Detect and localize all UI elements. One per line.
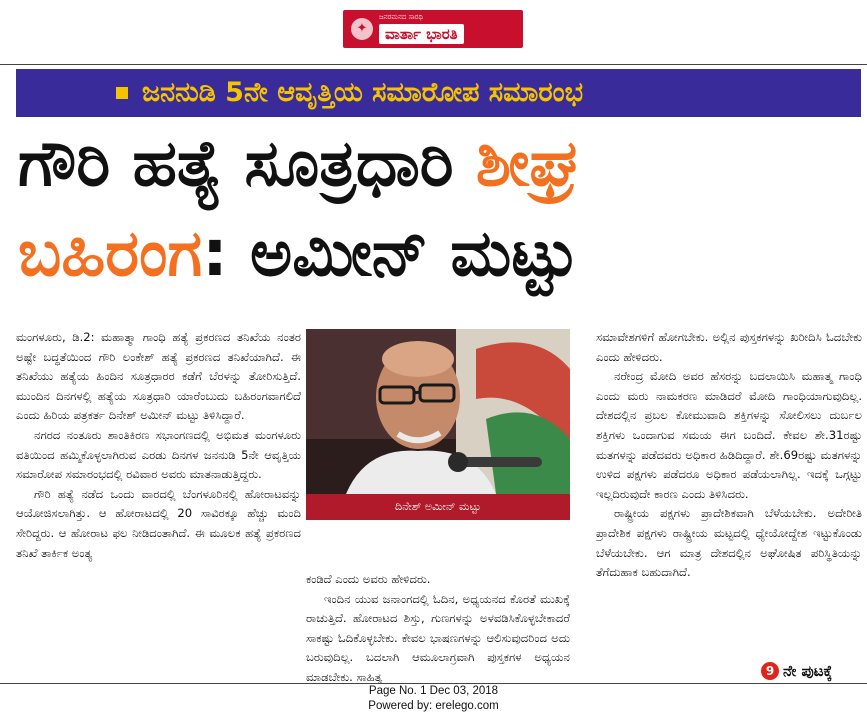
- speaker-photo: [306, 329, 570, 494]
- headline-line-2: [18, 216, 578, 292]
- event-banner: [16, 69, 861, 117]
- newspaper-masthead: [343, 10, 523, 48]
- masthead-tagline: ಜನರಮನದ ಸಾರಥಿ: [379, 13, 424, 21]
- headline-line-1-accent: ಶೀಘ್ರ: [475, 127, 581, 201]
- article-column-2: [306, 570, 570, 683]
- continued-page-number: 9: [761, 662, 779, 680]
- banner-text: ಜನನುಡಿ 5ನೇ ಆವೃತ್ತಿಯ ಸಮಾರೋಪ ಸಮಾರಂಭ: [142, 77, 584, 108]
- speaker-photo-illustration: [306, 329, 570, 494]
- headline-line-1-text: ಗೌರಿ ಹತ್ಯೆ ಸೂತ್ರಧಾರಿ: [18, 127, 476, 201]
- article-column-1: [16, 328, 301, 683]
- article-paragraph: ರಾಷ್ಟ್ರೀಯ ಪಕ್ಷಗಳು ಪ್ರಾದೇಶಿಕವಾಗಿ ಬೆಳೆಯಬೇಕು. ಅದೇರೀತಿ ಪ್ರಾದೇಶಿಕ ಪಕ್ಷಗಳು ರಾಷ್ಟ್ರೀಯ ಮಟ್ಟದಲ್ಲಿ ಧ್ಯೇಯೋದ್ದೇಶ ಇಟ್ಟುಕೊಂಡು ಬೆಳೆಯಬೇಕು. ಆಗ ಮಾತ್ರ ದೇಶದಲ್ಲಿನ ಅಘೋಷಿತ ಪರಿಸ್ಥಿತಿಯನ್ನು ತೆಗೆದುಹಾಕ ಬಹುದಾಗಿದೆ.: [596, 506, 862, 580]
- article-column-3: [596, 328, 862, 683]
- footer-page-info: Page No. 1 Dec 03, 2018: [368, 685, 499, 697]
- headline-line-1: [18, 126, 580, 202]
- article-paragraph: ಮಂಗಳೂರು, ಡಿ.2: ಮಹಾತ್ಮಾ ಗಾಂಧಿ ಹತ್ಯೆ ಪ್ರಕರಣದ ತನಿಖೆಯ ನಂತರ ಅಷ್ಟೇ ಬದ್ಧತೆಯಿಂದ ಗೌರಿ ಲಂಕೇಶ್ ಹತ್ಯೆ ಪ್ರಕರಣದ ತನಿಖೆಯಾಗಿದೆ. ಈ ತನಿಖೆಯು ಹತ್ಯೆಯ ಹಿಂದಿನ ಸೂತ್ರಧಾರರ ಕಡೆಗೆ ಬೆರಳನ್ನು ತೋರಿಸುತ್ತಿದೆ. ಮುಂದಿನ ದಿನಗಳಲ್ಲಿ ಹತ್ಯೆಯ ಸೂತ್ರಧಾರಿ ಯಾರೆಂಬುದು ಬಹಿರಂಗವಾಗಲಿದೆ ಎಂದು ಹಿರಿಯ ಪತ್ರಕರ್ತ ದಿನೇಶ್ ಅಮೀನ್ ಮಟ್ಟು ತಿಳಿಸಿದ್ದಾರೆ.: [16, 330, 301, 423]
- article-paragraph: ಇಂದಿನ ಯುವ ಜನಾಂಗದಲ್ಲಿ ಓದಿನ, ಅಧ್ಯಯನದ ಕೊರತೆ ಮುಖಕ್ಕೆ ರಾಚುತ್ತಿದೆ. ಹೋರಾಟದ ಶಿಸ್ತು, ಗುಣಗಳನ್ನು ಅಳವಡಿಸಿಕೊಳ್ಳಬೇಕಾದರೆ ಸಾಕಷ್ಟು ಓದಿಕೊಳ್ಳಬೇಕು. ಕೇವಲ ಭಾಷಣಗಳನ್ನು ಆಲಿಸುವುದರಿಂದ ಅದು ಬರುವುದಿಲ್ಲ. ಬದಲಾಗಿ ಆಮೂಲಾಗ್ರವಾಗಿ ಪುಸ್ತಕಗಳ ಅಧ್ಯಯನ ಮಾಡಬೇಕು. ಸಾಹಿತ್ಯ: [306, 591, 570, 683]
- banner-bullet-icon: [116, 87, 128, 99]
- photo-caption: ದಿನೇಶ್ ಅಮೀನ್ ಮಟ್ಟು: [306, 494, 570, 520]
- page-footer: [0, 684, 867, 714]
- article-paragraph: ಕಂಡಿದೆ ಎಂದು ಅವರು ಹೇಳಿದರು.: [306, 572, 431, 586]
- article-paragraph: ಗೌರಿ ಹತ್ಯೆ ನಡೆದ ಒಂದು ವಾರದಲ್ಲಿ ಬೆಂಗಳೂರಿನಲ್ಲಿ ಹೋರಾಟವನ್ನು ಆಯೋಜಿಸಲಾಗಿತ್ತು. ಆ ಹೋರಾಟದಲ್ಲಿ 20 ಸಾವಿರಕ್ಕೂ ಹೆಚ್ಚು ಮಂದಿ ಸೇರಿದ್ದರು. ಆ ಹೋರಾಟ ಫಲ ನೀಡಿದಂತಾಗಿದೆ. ಈ ಮೂಲಕ ಹತ್ಯೆ ಪ್ರಕರಣದ ತನಿಖೆ ತಾರ್ಕಿಕ ಅಂತ್ಯ: [16, 486, 301, 560]
- footer-powered-by[interactable]: Powered by: erelego.com: [368, 700, 499, 712]
- headline-line-2-accent: ಬಹಿರಂಗ: [18, 217, 203, 291]
- masthead-title: ವಾರ್ತಾ ಭಾರತಿ: [379, 24, 464, 44]
- article-paragraph: ಸಮಾವೇಶಗಳಿಗೆ ಹೋಗಬೇಕು. ಅಲ್ಲಿನ ಪುಸ್ತಕಗಳನ್ನು ಖರೀದಿಸಿ ಓದಬೇಕು ಎಂದು ಹೇಳಿದರು.: [596, 330, 862, 364]
- continued-label: ನೇ ಪುಟಕ್ಕೆ: [783, 662, 833, 680]
- article-paragraph: ನಗರದ ನಂತೂರು ಶಾಂತಿಕಿರಣ ಸಭಾಂಗಣದಲ್ಲಿ ಅಭಿಮತ ಮಂಗಳೂರು ವತಿಯಿಂದ ಹಮ್ಮಿಕೊಳ್ಳಲಾಗಿರುವ ಎರಡು ದಿನಗಳ ಜನನುಡಿ 5ನೇ ಆವೃತ್ತಿಯ ಸಮಾರೋಪ ಸಮಾರಂಭದಲ್ಲಿ ರವಿವಾರ ಅವರು ಮಾತನಾಡುತ್ತಿದ್ದರು.: [16, 427, 301, 482]
- newspaper-emblem-icon: ✦: [351, 18, 373, 40]
- headline-line-2-text: : ಅಮೀನ್ ಮಟ್ಟು: [202, 217, 579, 291]
- continued-on-page[interactable]: [761, 662, 832, 680]
- article-paragraph: ನರೇಂದ್ರ ಮೋದಿ ಅವರ ಹೆಸರನ್ನು ಬದಲಾಯಿಸಿ ಮಹಾತ್ಮ ಗಾಂಧಿ ಎಂದು ಮರು ನಾಮಕರಣ ಮಾಡಿದರೆ ಮೋದಿ ಗಾಂಧಿಯಾಗುವುದಿಲ್ಲ. ದೇಶದಲ್ಲಿನ ಪ್ರಬಲ ಕೋಮುವಾದಿ ಶಕ್ತಿಗಳನ್ನು ಸೋಲಿಸಲು ದುರ್ಬಲ ಶಕ್ತಿಗಳು ಒಂದಾಗುವ ಸಮಯ ಈಗ ಬಂದಿದೆ. ಕೇವಲ ಶೇ.31ರಷ್ಟು ಮತಗಳನ್ನು ಪಡೆದವರು ಅಧಿಕಾರ ಹಿಡಿದಿದ್ದಾರೆ. ಶೇ.69ರಷ್ಟು ಮತಗಳನ್ನು ಉಳಿದ ಪಕ್ಷಗಳು ಪಡೆದರೂ ಅಧಿಕಾರ ಪಡೆಯಲಾಗಿಲ್ಲ. ಇದಕ್ಕೆ ಒಗ್ಗಟ್ಟು ಇಲ್ಲದಿರುವುದೇ ಕಾರಣ ಎಂದು ತಿಳಿಸಿದರು.: [596, 369, 862, 501]
- top-divider: [0, 64, 867, 65]
